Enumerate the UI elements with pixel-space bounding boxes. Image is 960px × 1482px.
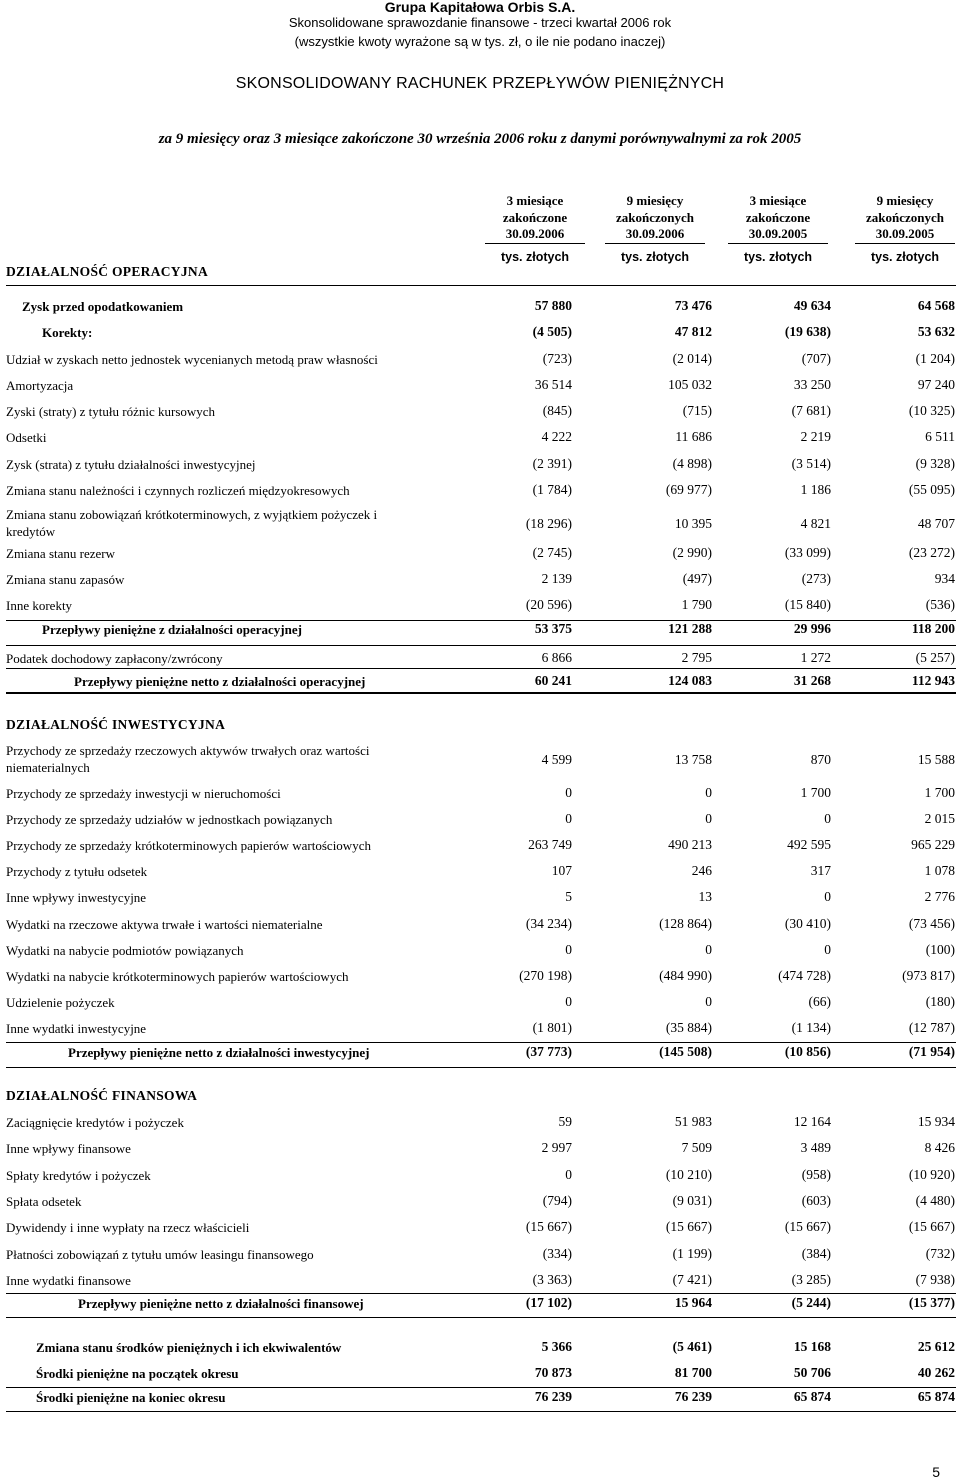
row-value: (7 938) bbox=[915, 1272, 955, 1287]
row-label: Zaciągnięcie kredytów i pożyczek bbox=[6, 1115, 184, 1130]
row-value: 0 bbox=[565, 785, 572, 800]
row-value: 118 200 bbox=[911, 621, 955, 636]
row-value: (497) bbox=[682, 571, 712, 586]
row-value: (12 787) bbox=[908, 1020, 955, 1035]
row-value: (100) bbox=[925, 942, 955, 957]
row-label: Zmiana stanu środków pieniężnych i ich ekwiwalentów bbox=[36, 1340, 342, 1355]
row-value: (145 508) bbox=[659, 1044, 712, 1059]
row-value: 870 bbox=[810, 752, 831, 767]
row-value: 2 795 bbox=[681, 650, 712, 665]
row-value: (2 014) bbox=[672, 351, 712, 366]
row-label: Inne wydatki inwestycyjne bbox=[6, 1021, 147, 1036]
column-period-label: zakończone bbox=[502, 209, 568, 225]
row-value: 31 268 bbox=[793, 673, 831, 688]
row-value: 492 595 bbox=[787, 837, 831, 852]
row-value: (794) bbox=[542, 1193, 572, 1208]
row-value: (23 272) bbox=[908, 545, 955, 560]
row-value: 15 168 bbox=[793, 1339, 831, 1354]
row-value: 490 213 bbox=[668, 837, 712, 852]
row-label: Przychody ze sprzedaży udziałów w jednostkach powiązanych bbox=[6, 812, 333, 827]
column-date: 30.09.2005 bbox=[855, 226, 955, 244]
column-header bbox=[485, 193, 585, 244]
row-label: Podatek dochodowy zapłacony/zwrócony bbox=[6, 651, 223, 666]
row-label: Zmiana stanu zapasów bbox=[6, 572, 125, 587]
column-period: 3 miesiące bbox=[749, 193, 807, 208]
row-value: (33 099) bbox=[784, 545, 831, 560]
row-value: 1 078 bbox=[924, 863, 955, 878]
report-name: Skonsolidowane sprawozdanie finansowe - trzeci kwartał 2006 rok bbox=[288, 15, 672, 30]
row-value: 0 bbox=[824, 942, 831, 957]
row-label: Inne wpływy inwestycyjne bbox=[6, 890, 147, 905]
row-value: (15 667) bbox=[525, 1219, 572, 1234]
row-value: (973 817) bbox=[902, 968, 955, 983]
row-value: (73 456) bbox=[908, 916, 955, 931]
row-value: 7 509 bbox=[681, 1140, 712, 1155]
row-value: 11 686 bbox=[675, 429, 712, 444]
divider bbox=[6, 285, 956, 286]
divider bbox=[6, 692, 956, 694]
row-value: (10 325) bbox=[908, 403, 955, 418]
row-value: 50 706 bbox=[793, 1365, 831, 1380]
row-value: 4 599 bbox=[541, 752, 572, 767]
row-value: (3 514) bbox=[791, 456, 831, 471]
row-label: Przepływy pieniężne netto z działalności finansowej bbox=[78, 1296, 364, 1311]
row-value: (30 410) bbox=[784, 916, 831, 931]
row-value: (9 328) bbox=[915, 456, 955, 471]
row-value: (15 667) bbox=[665, 1219, 712, 1234]
row-value: 6 511 bbox=[925, 429, 955, 444]
row-value: (1 204) bbox=[915, 351, 955, 366]
row-value: 121 288 bbox=[668, 621, 712, 636]
row-value: (55 095) bbox=[908, 482, 955, 497]
row-label: Przepływy pieniężne z działalności operacyjnej bbox=[42, 622, 302, 637]
row-value: 48 707 bbox=[917, 516, 955, 531]
divider bbox=[6, 1387, 956, 1388]
row-value: 70 873 bbox=[534, 1365, 572, 1380]
statement-title: SKONSOLIDOWANY RACHUNEK PRZEPŁYWÓW PIENIĘŻNYCH bbox=[235, 75, 725, 92]
divider bbox=[6, 1317, 956, 1318]
row-value: 0 bbox=[705, 994, 712, 1009]
row-label: Wydatki na nabycie krótkoterminowych papierów wartościowych bbox=[6, 969, 349, 984]
row-value: (474 728) bbox=[778, 968, 831, 983]
row-value: 1 700 bbox=[800, 785, 831, 800]
row-value: (71 954) bbox=[908, 1044, 955, 1059]
row-value: (536) bbox=[925, 597, 955, 612]
row-value: 5 bbox=[565, 889, 572, 904]
column-unit: tys. złotych bbox=[870, 250, 940, 264]
row-value: 112 943 bbox=[911, 673, 955, 688]
row-value: 2 139 bbox=[541, 571, 572, 586]
column-unit: tys. złotych bbox=[500, 250, 570, 264]
row-value: (69 977) bbox=[665, 482, 712, 497]
row-value: 59 bbox=[558, 1114, 572, 1129]
row-value: 10 395 bbox=[674, 516, 712, 531]
row-value: (2 745) bbox=[532, 545, 572, 560]
row-label: Korekty: bbox=[42, 325, 93, 340]
row-label: Inne korekty bbox=[6, 598, 73, 613]
row-value: 53 375 bbox=[534, 621, 572, 636]
row-value: (5 461) bbox=[672, 1339, 712, 1354]
row-value: (484 990) bbox=[659, 968, 712, 983]
row-label: Odsetki bbox=[6, 430, 47, 445]
row-value: (723) bbox=[542, 351, 572, 366]
row-label: Zysk (strata) z tytułu działalności inwestycyjnej bbox=[6, 457, 256, 472]
row-label: Zysk przed opodatkowaniem bbox=[22, 299, 184, 314]
column-header bbox=[605, 193, 705, 244]
row-label: Zmiana stanu należności i czynnych rozliczeń międzyokresowych bbox=[6, 483, 350, 498]
row-value: 73 476 bbox=[674, 298, 712, 313]
row-label: Przychody ze sprzedaży rzeczowych aktywów trwałych oraz wartości niematerialnych bbox=[6, 743, 370, 775]
row-value: 6 866 bbox=[541, 650, 572, 665]
row-value: (15 667) bbox=[784, 1219, 831, 1234]
row-value: 36 514 bbox=[534, 377, 572, 392]
row-label: Dywidendy i inne wypłaty na rzecz właścicieli bbox=[6, 1220, 250, 1235]
section-heading: DZIAŁALNOŚĆ FINANSOWA bbox=[6, 1088, 198, 1103]
row-value: 13 758 bbox=[674, 752, 712, 767]
section-heading: DZIAŁALNOŚĆ INWESTYCYJNA bbox=[6, 717, 226, 732]
divider bbox=[6, 645, 956, 646]
column-period-label: zakończone bbox=[745, 209, 811, 225]
row-value: 1 700 bbox=[924, 785, 955, 800]
row-value: 76 239 bbox=[674, 1389, 712, 1404]
row-value: (10 920) bbox=[908, 1167, 955, 1182]
row-value: (1 134) bbox=[791, 1020, 831, 1035]
row-value: (4 505) bbox=[532, 324, 572, 339]
divider bbox=[6, 620, 956, 621]
row-label: Wydatki na nabycie podmiotów powiązanych bbox=[6, 943, 244, 958]
row-value: 12 164 bbox=[793, 1114, 831, 1129]
row-value: 4 222 bbox=[541, 429, 572, 444]
row-value: 29 996 bbox=[793, 621, 831, 636]
row-value: (17 102) bbox=[525, 1295, 572, 1310]
row-value: 57 880 bbox=[534, 298, 572, 313]
row-label: Inne wpływy finansowe bbox=[6, 1141, 131, 1156]
column-header bbox=[855, 193, 955, 244]
row-value: 3 489 bbox=[800, 1140, 831, 1155]
column-date: 30.09.2006 bbox=[605, 226, 705, 244]
row-value: 934 bbox=[934, 571, 955, 586]
row-value: (20 596) bbox=[525, 597, 572, 612]
row-value: 53 632 bbox=[917, 324, 955, 339]
row-value: 33 250 bbox=[793, 377, 831, 392]
row-value: (128 864) bbox=[659, 916, 712, 931]
row-value: (15 840) bbox=[784, 597, 831, 612]
row-value: (1 784) bbox=[532, 482, 572, 497]
row-label: Płatności zobowiązań z tytułu umów leasingu finansowego bbox=[6, 1247, 314, 1262]
column-date: 30.09.2006 bbox=[485, 226, 585, 244]
row-value: 246 bbox=[691, 863, 712, 878]
row-value: 263 749 bbox=[528, 837, 572, 852]
row-value: (3 285) bbox=[791, 1272, 831, 1287]
row-label: Zmiana stanu zobowiązań krótkoterminowych, z wyjątkiem pożyczek i kredytów bbox=[6, 507, 378, 539]
row-value: 65 874 bbox=[917, 1389, 955, 1404]
row-value: 105 032 bbox=[668, 377, 712, 392]
divider bbox=[6, 1042, 956, 1043]
row-value: (1 801) bbox=[532, 1020, 572, 1035]
row-value: 97 240 bbox=[917, 377, 955, 392]
row-value: 1 272 bbox=[800, 650, 831, 665]
row-value: (1 199) bbox=[672, 1246, 712, 1261]
row-value: 2 776 bbox=[924, 889, 955, 904]
row-value: (35 884) bbox=[665, 1020, 712, 1035]
row-value: 76 239 bbox=[534, 1389, 572, 1404]
row-value: 65 874 bbox=[793, 1389, 831, 1404]
row-value: 0 bbox=[705, 942, 712, 957]
row-value: (273) bbox=[801, 571, 831, 586]
row-label: Spłaty kredytów i pożyczek bbox=[6, 1168, 151, 1183]
row-value: (7 681) bbox=[791, 403, 831, 418]
row-value: 81 700 bbox=[674, 1365, 712, 1380]
row-label: Spłata odsetek bbox=[6, 1194, 82, 1209]
row-value: 4 821 bbox=[800, 516, 831, 531]
row-value: (384) bbox=[801, 1246, 831, 1261]
column-period: 9 miesięcy bbox=[626, 193, 684, 208]
row-label: Środki pieniężne na początek okresu bbox=[36, 1366, 239, 1381]
row-value: 49 634 bbox=[793, 298, 831, 313]
row-value: 1 186 bbox=[800, 482, 831, 497]
row-label: Przepływy pieniężne netto z działalności operacyjnej bbox=[74, 674, 366, 689]
row-value: (4 898) bbox=[672, 456, 712, 471]
row-label: Udział w zyskach netto jednostek wycenianych metodą praw własności bbox=[6, 352, 378, 367]
row-value: 0 bbox=[565, 942, 572, 957]
row-value: 0 bbox=[565, 1167, 572, 1182]
row-label: Zmiana stanu rezerw bbox=[6, 546, 116, 561]
amounts-note: (wszystkie kwoty wyrażone są w tys. zł, o ile nie podano inaczej) bbox=[294, 34, 666, 49]
row-value: (707) bbox=[801, 351, 831, 366]
row-label: Zyski (straty) z tytułu różnic kursowych bbox=[6, 404, 216, 419]
row-value: (66) bbox=[808, 994, 831, 1009]
row-value: (2 990) bbox=[672, 545, 712, 560]
row-value: (732) bbox=[925, 1246, 955, 1261]
row-value: 0 bbox=[565, 994, 572, 1009]
row-value: (715) bbox=[682, 403, 712, 418]
statement-subtitle: za 9 miesięcy oraz 3 miesiące zakończone 30 września 2006 roku z danymi porównywalnymi za rok 2005 bbox=[158, 131, 802, 147]
row-value: 15 588 bbox=[917, 752, 955, 767]
row-value: 15 964 bbox=[674, 1295, 712, 1310]
row-label: Środki pieniężne na koniec okresu bbox=[36, 1390, 226, 1405]
column-header bbox=[728, 193, 828, 244]
row-label: Wydatki na rzeczowe aktywa trwałe i wartości niematerialne bbox=[6, 917, 323, 932]
row-value: 15 934 bbox=[917, 1114, 955, 1129]
row-value: 0 bbox=[824, 889, 831, 904]
row-value: 47 812 bbox=[674, 324, 712, 339]
row-value: 0 bbox=[705, 785, 712, 800]
row-value: 2 219 bbox=[800, 429, 831, 444]
row-value: (270 198) bbox=[519, 968, 572, 983]
row-value: (3 363) bbox=[532, 1272, 572, 1287]
row-value: (180) bbox=[925, 994, 955, 1009]
row-value: 13 bbox=[698, 889, 712, 904]
row-value: 965 229 bbox=[911, 837, 955, 852]
column-period: 9 miesięcy bbox=[876, 193, 934, 208]
divider bbox=[6, 1067, 956, 1068]
row-value: 5 366 bbox=[541, 1339, 572, 1354]
row-value: (5 257) bbox=[915, 650, 955, 665]
row-value: (2 391) bbox=[532, 456, 572, 471]
row-value: 8 426 bbox=[924, 1140, 955, 1155]
row-value: 1 790 bbox=[681, 597, 712, 612]
row-value: (18 296) bbox=[525, 516, 572, 531]
column-period-label: zakończonych bbox=[866, 209, 944, 225]
row-value: (37 773) bbox=[525, 1044, 572, 1059]
row-value: 317 bbox=[810, 863, 831, 878]
row-value: 0 bbox=[565, 811, 572, 826]
section-heading: DZIAŁALNOŚĆ OPERACYJNA bbox=[6, 264, 208, 279]
row-value: 60 241 bbox=[534, 673, 572, 688]
row-value: 64 568 bbox=[917, 298, 955, 313]
row-label: Przychody ze sprzedaży krótkoterminowych papierów wartościowych bbox=[6, 838, 371, 853]
column-period: 3 miesiące bbox=[506, 193, 564, 208]
row-label: Przychody z tytułu odsetek bbox=[6, 864, 148, 879]
page-number: 5 bbox=[932, 1464, 940, 1480]
row-value: (10 856) bbox=[784, 1044, 831, 1059]
divider bbox=[6, 1293, 956, 1294]
column-unit: tys. złotych bbox=[620, 250, 690, 264]
row-value: 2 015 bbox=[924, 811, 955, 826]
divider bbox=[6, 668, 956, 669]
row-value: 40 262 bbox=[917, 1365, 955, 1380]
divider bbox=[6, 1411, 956, 1412]
row-value: (603) bbox=[801, 1193, 831, 1208]
row-value: (334) bbox=[542, 1246, 572, 1261]
row-value: 124 083 bbox=[668, 673, 712, 688]
row-value: (9 031) bbox=[672, 1193, 712, 1208]
column-period-label: zakończonych bbox=[616, 209, 694, 225]
row-value: 2 997 bbox=[541, 1140, 572, 1155]
row-value: 0 bbox=[705, 811, 712, 826]
column-date: 30.09.2005 bbox=[728, 226, 828, 244]
row-value: 51 983 bbox=[674, 1114, 712, 1129]
row-value: 0 bbox=[824, 811, 831, 826]
row-label: Przychody ze sprzedaży inwestycji w nieruchomości bbox=[6, 786, 281, 801]
row-value: (10 210) bbox=[665, 1167, 712, 1182]
row-value: (7 421) bbox=[672, 1272, 712, 1287]
row-value: (4 480) bbox=[915, 1193, 955, 1208]
row-value: 107 bbox=[551, 863, 572, 878]
row-label: Inne wydatki finansowe bbox=[6, 1273, 131, 1288]
row-value: (19 638) bbox=[784, 324, 831, 339]
row-label: Udzielenie pożyczek bbox=[6, 995, 115, 1010]
row-value: (15 377) bbox=[908, 1295, 955, 1310]
row-label: Przepływy pieniężne netto z działalności inwestycyjnej bbox=[68, 1045, 370, 1060]
column-unit: tys. złotych bbox=[743, 250, 813, 264]
row-value: 25 612 bbox=[917, 1339, 955, 1354]
row-label: Amortyzacja bbox=[6, 378, 74, 393]
row-value: (845) bbox=[542, 403, 572, 418]
row-value: (958) bbox=[801, 1167, 831, 1182]
row-value: (5 244) bbox=[791, 1295, 831, 1310]
company-name: Grupa Kapitałowa Orbis S.A. bbox=[384, 0, 576, 15]
row-value: (15 667) bbox=[908, 1219, 955, 1234]
row-value: (34 234) bbox=[525, 916, 572, 931]
